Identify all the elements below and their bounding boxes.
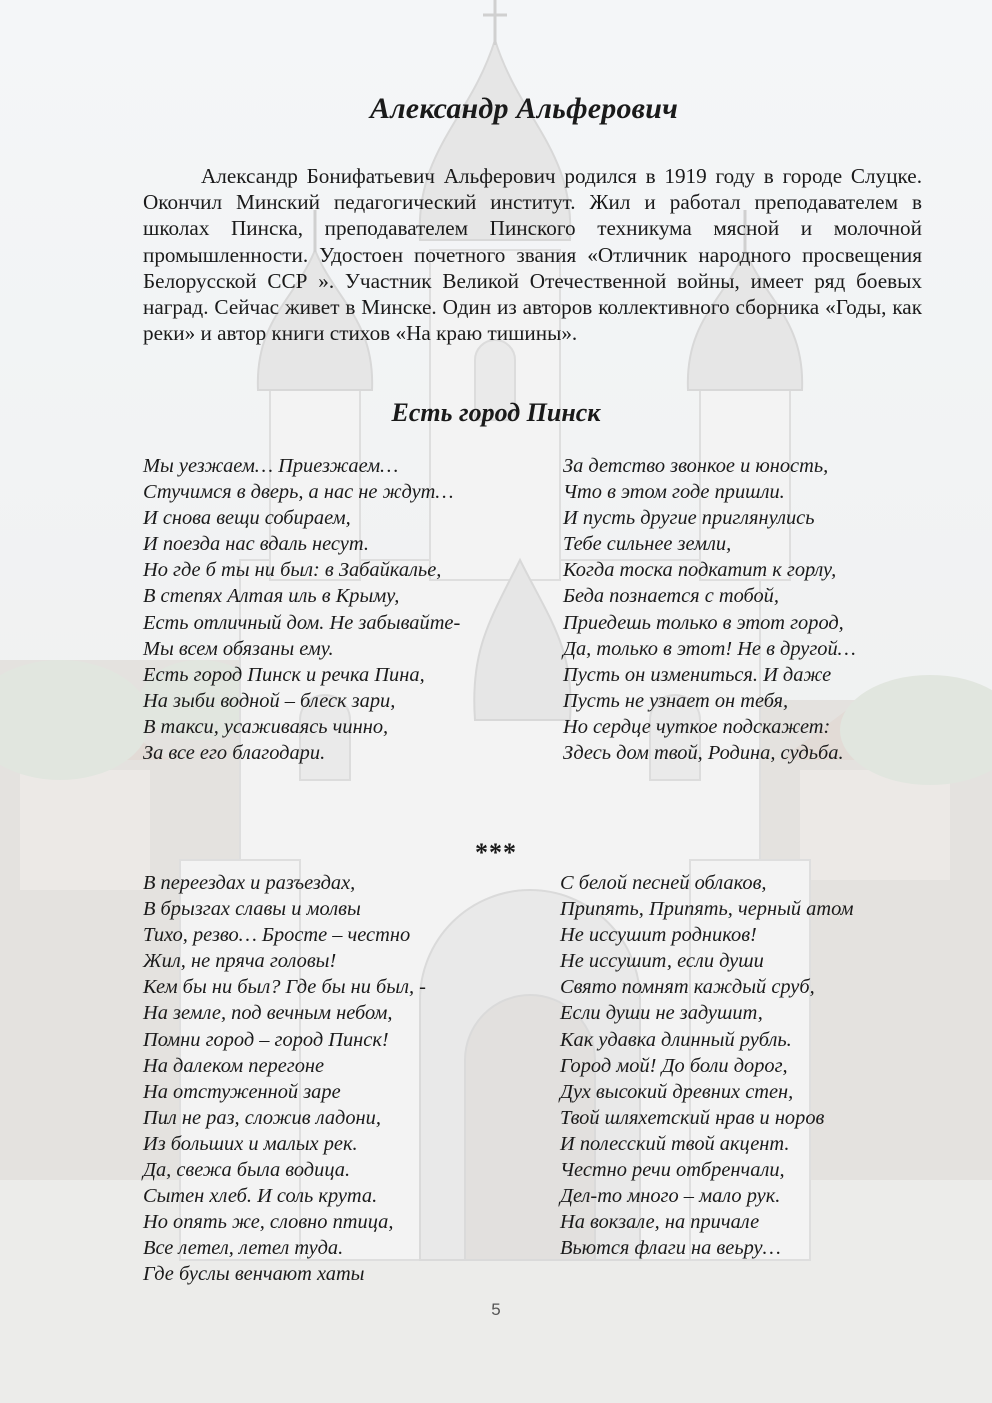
poem-line: Дух высокий древних стен, xyxy=(560,1080,794,1103)
poem1-right-column xyxy=(563,453,856,766)
poem-line: Беда познается с тобой, xyxy=(563,585,779,608)
poem-line: Твой шляхетский нрав и норов xyxy=(560,1106,825,1129)
poem2-right-column xyxy=(560,870,854,1261)
poem-line: И поезда нас вдаль несут. xyxy=(143,533,369,556)
poem-line: Есть отличный дом. Не забывайте- xyxy=(143,611,461,634)
poem-line: И снова вещи собираем, xyxy=(143,507,351,530)
poem-line: Честно речи отбренчали, xyxy=(560,1159,785,1182)
poem-line: На земле, под вечным небом, xyxy=(143,1002,393,1025)
author-biography: Александр Бонифатьевич Альферович родился в 1919 году в городе Слуцке. Окончил Минский педагогический институт. Жил и работал преподавателем в школах Пинска, преподавателем Пинского техникума мясной и молочной промышленности. Удостоен почетного звания «Отличник народного просвещения Белорусской ССР ». Участник Великой Отечественной войны, имеет ряд боевых наград. Сейчас живет в Минске. Один из авторов коллективного сборника «Годы, как реки» и автор книги стихов «На краю тишины». xyxy=(143,164,922,346)
poem-line: Тихо, резво… Бросте – честно xyxy=(143,924,411,947)
poem-title: Есть город Пинск xyxy=(391,398,601,427)
poem-line: Да, свежа была водица. xyxy=(143,1159,351,1182)
poem-line: Есть город Пинск и речка Пина, xyxy=(143,663,425,686)
poem-line: Стучимся в дверь, а нас не ждут… xyxy=(143,481,454,504)
poem-line: Мы всем обязаны ему. xyxy=(143,637,334,660)
poem-line: Пил не раз, сложив ладони, xyxy=(143,1106,381,1129)
poem-line: На зыби водной – блеск зари, xyxy=(143,689,396,712)
poem-line: За все его благодари. xyxy=(143,742,326,765)
poem-line: Свято помнят каждый сруб, xyxy=(560,976,815,999)
poem-line: Сытен хлеб. И соль крута. xyxy=(143,1185,378,1208)
section-separator: *** xyxy=(475,838,517,867)
poem-line: В такси, усаживаясь чинно, xyxy=(143,715,389,738)
poem-line: Пусть не узнает он тебя, xyxy=(563,689,789,712)
page-number: 5 xyxy=(491,1300,501,1319)
poem-line: Здесь дом твой, Родина, судьба. xyxy=(563,742,844,765)
poem-line: Приедешь только в этот город, xyxy=(563,611,844,634)
poem-line: В степях Алтая иль в Крыму, xyxy=(143,585,400,608)
poem-line: И полесский твой акцент. xyxy=(560,1132,790,1155)
poem-line: Но где б ты ни был: в Забайкалье, xyxy=(143,559,442,582)
poem-line: Тебе сильнее земли, xyxy=(563,533,732,556)
poem-line: И пусть другие приглянулись xyxy=(563,507,815,530)
poem-line: Припять, Припять, черный атом xyxy=(560,898,854,921)
poem-line: Но опять же, словно птица, xyxy=(143,1211,394,1234)
poem-line: Не иссушит, если души xyxy=(560,950,764,973)
poem-line: С белой песней облаков, xyxy=(560,872,767,894)
poem-line: Кем бы ни был? Где бы ни был, - xyxy=(143,976,426,999)
poem-line: Из больших и малых рек. xyxy=(143,1132,358,1155)
poem-line: Дел-то много – мало рук. xyxy=(560,1185,781,1208)
poem-line: Помни город – город Пинск! xyxy=(143,1028,389,1051)
poem-line: В переездах и разъездах, xyxy=(143,872,356,894)
poem-line: За детство звонкое и юность, xyxy=(563,455,829,477)
poem-line: Как удавка длинный рубль. xyxy=(560,1028,792,1051)
poem-line: Все летел, летел туда. xyxy=(143,1237,344,1260)
poem-line: Город мой! До боли дорог, xyxy=(560,1054,788,1077)
poem2-left-column xyxy=(143,870,426,1288)
poem-line: Где буслы венчают хаты xyxy=(143,1263,365,1286)
poem-line: Пусть он измениться. И даже xyxy=(563,663,832,686)
poem-line: Мы уезжаем… Приезжаем… xyxy=(143,455,399,477)
poem-line: Что в этом годе пришли. xyxy=(563,481,785,504)
poem-line: На отстуженной заре xyxy=(143,1080,341,1103)
poem-line: Вьются флаги на веьру… xyxy=(560,1237,781,1260)
poem-line: На вокзале, на причале xyxy=(560,1211,760,1234)
poem-line: Но сердце чуткое подскажет: xyxy=(563,715,831,738)
poem-line: Да, только в этот! Не в другой… xyxy=(563,637,856,660)
poem1-left-column xyxy=(143,453,460,766)
poem-line: Если души не задушит, xyxy=(560,1002,763,1025)
poem-line: На далеком перегоне xyxy=(143,1054,325,1077)
poem-line: В брызгах славы и молвы xyxy=(143,898,361,921)
poem-line: Когда тоска подкатит к горлу, xyxy=(563,559,837,582)
poem-line: Жил, не пряча головы! xyxy=(143,950,337,973)
author-name-heading: Александр Альферович xyxy=(370,92,679,125)
poem-line: Не иссушит родников! xyxy=(560,924,757,947)
